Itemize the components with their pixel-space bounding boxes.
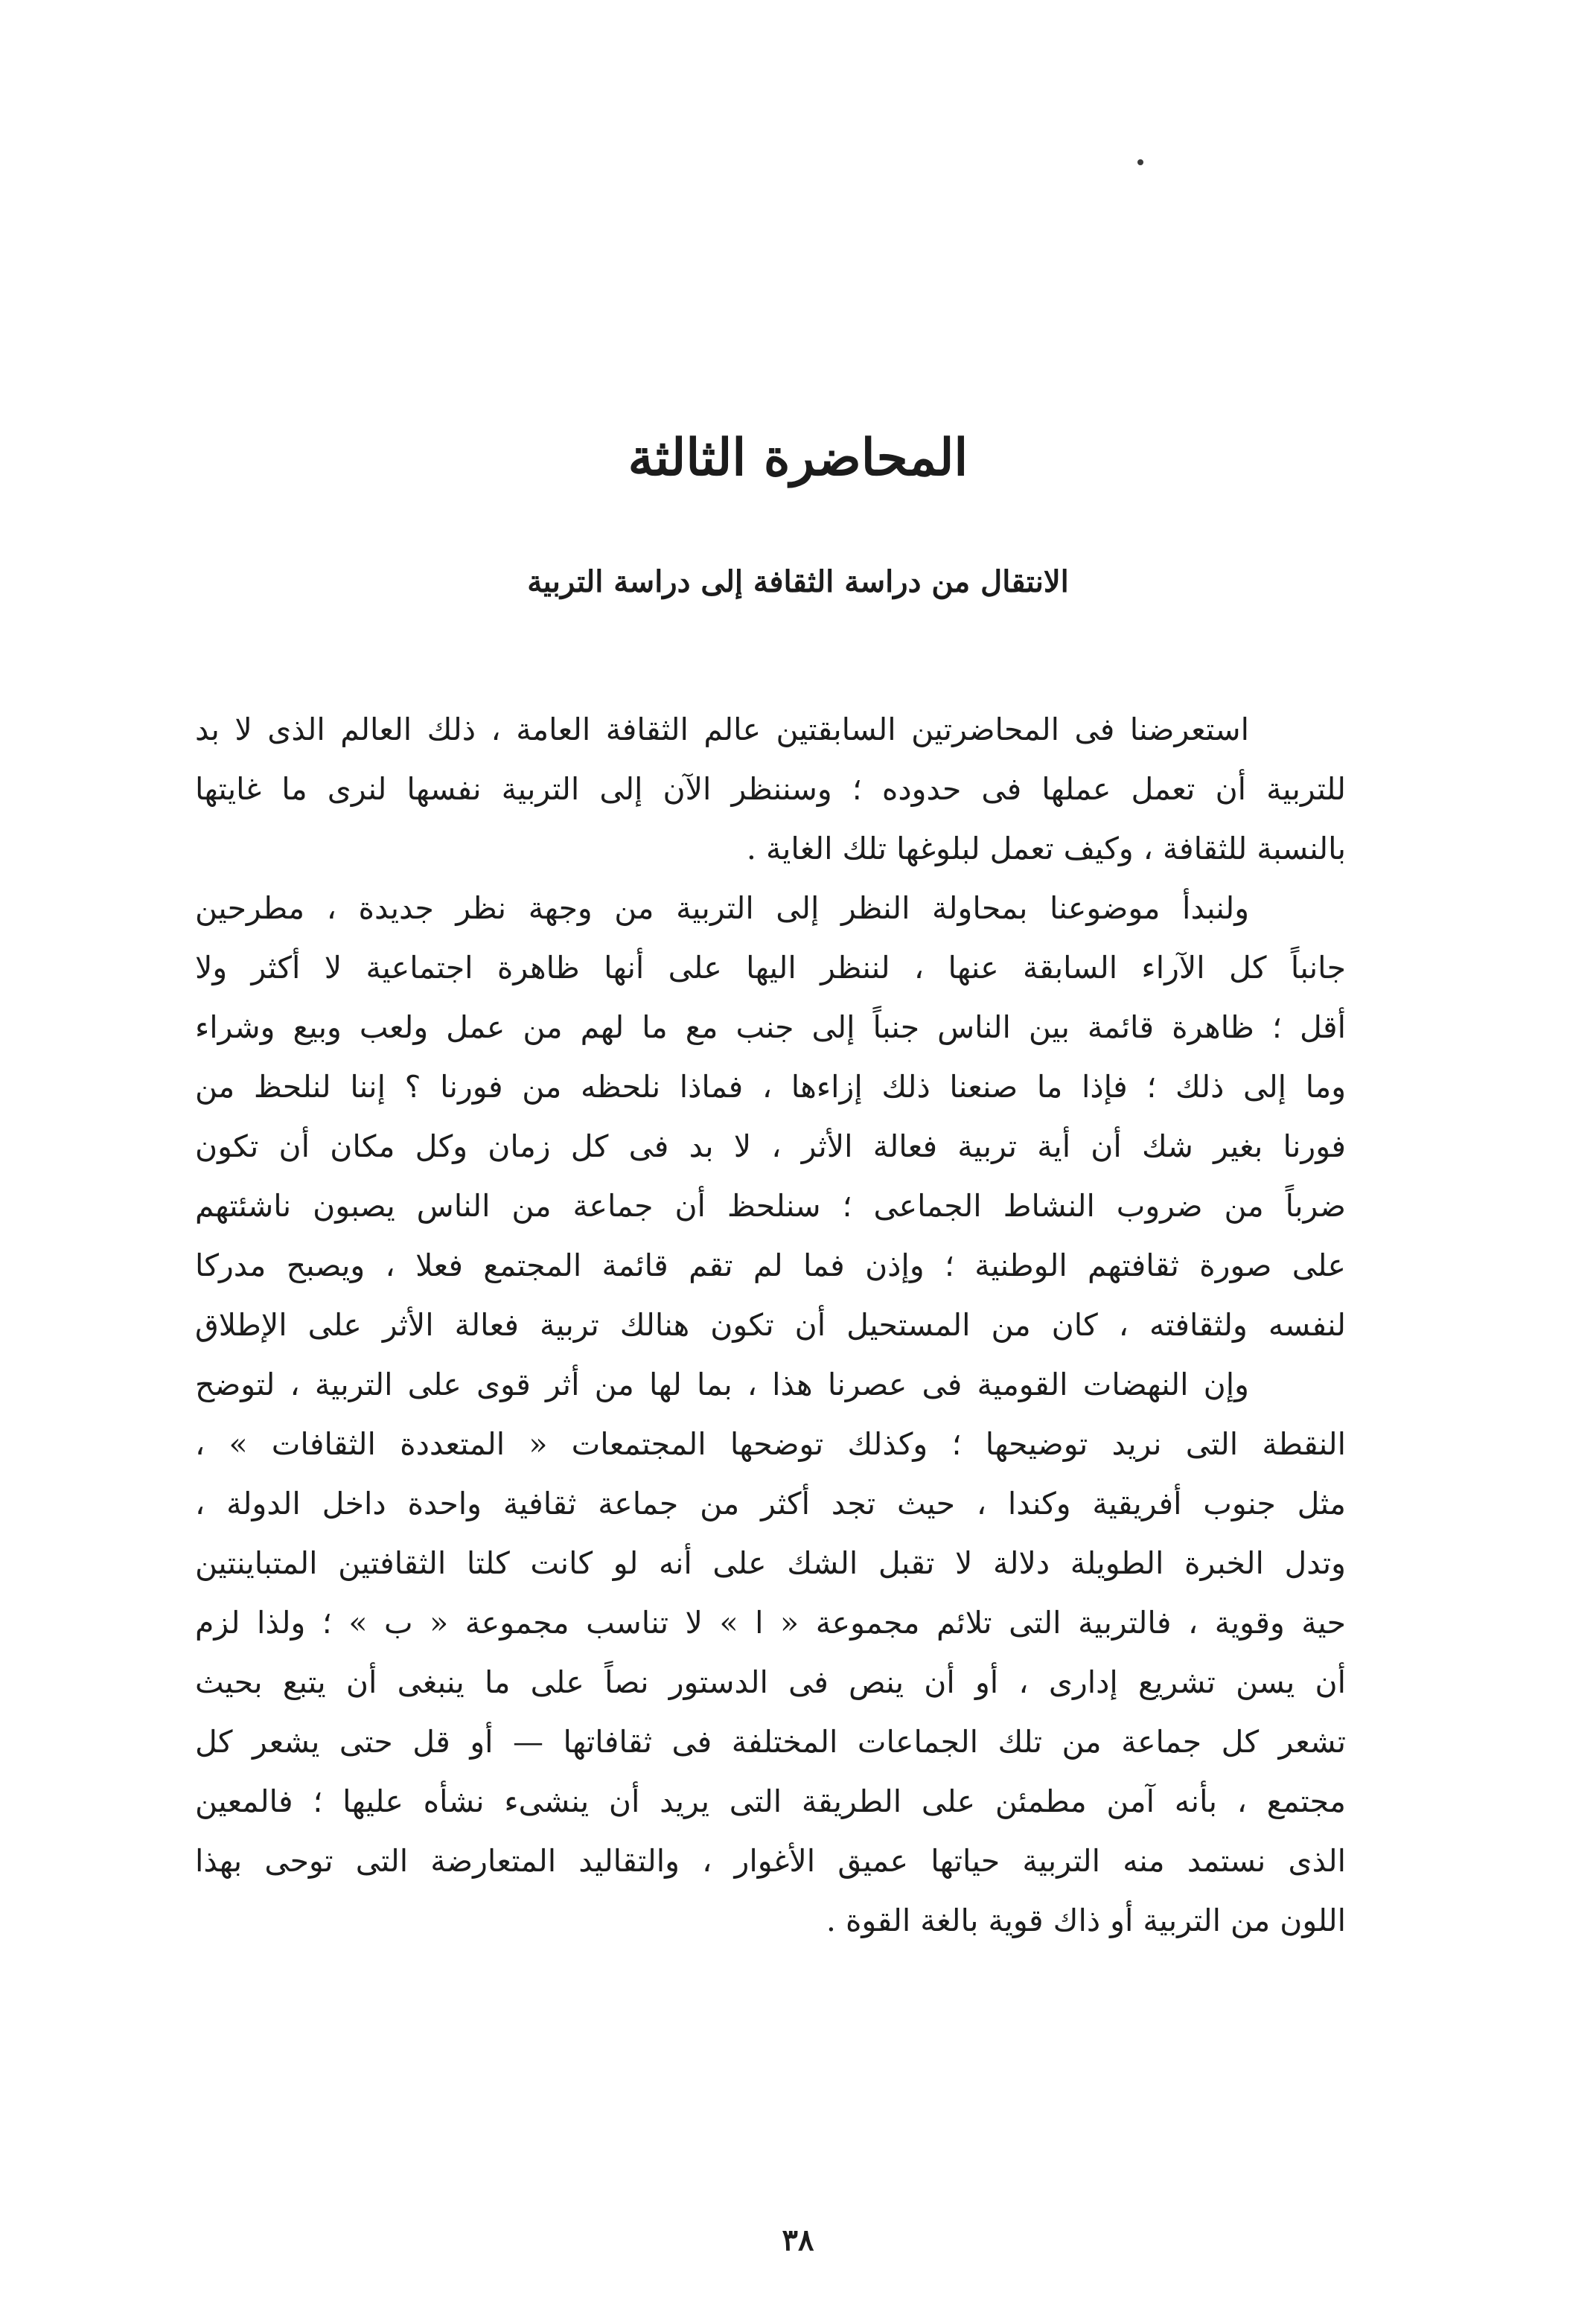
- text-line: استعرضنا فى المحاضرتين السابقتين عالم الثقافة العامة ، ذلك العالم الذى لا بد: [195, 712, 1249, 747]
- text-line: تشعر كل جماعة من تلك الجماعات المختلفة فى ثقافاتها — أو قل حتى يشعر كل: [195, 1724, 1346, 1760]
- lecture-title: المحاضرة الثالثة: [628, 428, 968, 488]
- text-line: ضرباً من ضروب النشاط الجماعى ؛ سنلحظ أن جماعة من الناس يصبون ناشئتهم: [195, 1188, 1346, 1224]
- body-text: [195, 700, 1346, 1950]
- text-line: وما إلى ذلك ؛ فإذا ما صنعنا ذلك إزاءها ، فماذا نلحظه من فورنا ؟ إننا لنلحظ من: [195, 1069, 1346, 1105]
- text-line: الذى نستمد منه التربية حياتها عميق الأغوار ، والتقاليد المتعارضة التى توحى بهذا: [195, 1843, 1346, 1879]
- text-line: وتدل الخبرة الطويلة دلالة لا تقبل الشك على أنه لو كانت كلتا الثقافتين المتباينتين: [195, 1545, 1346, 1581]
- text-line: مجتمع ، بأنه آمن مطمئن على الطريقة التى يريد أن ينشىء نشأه عليها ؛ فالمعين: [195, 1784, 1346, 1819]
- text-line: وإن النهضات القومية فى عصرنا هذا ، بما لها من أثر قوى على التربية ، لتوضح: [195, 1367, 1249, 1402]
- text-line: للتربية أن تعمل عملها فى حدوده ؛ وسننظر الآن إلى التربية نفسها لنرى ما غايتها: [195, 771, 1346, 807]
- text-line: ولنبدأ موضوعنا بمحاولة النظر إلى التربية من وجهة نظر جديدة ، مطرحين: [195, 890, 1249, 926]
- text-line: حية وقوية ، فالتربية التى تلائم مجموعة « ا » لا تناسب مجموعة « ب » ؛ ولذا لزم: [195, 1605, 1346, 1641]
- page-number: ٣٨: [782, 2223, 814, 2258]
- text-line: بالنسبة للثقافة ، وكيف تعمل لبلوغها تلك الغاية .: [746, 831, 1346, 866]
- paper-speck: [1137, 159, 1143, 165]
- text-line: فورنا بغير شك أن أية تربية فعالة الأثر ، لا بد فى كل زمان وكل مكان أن تكون: [195, 1128, 1346, 1164]
- text-line: اللون من التربية أو ذاك قوية بالغة القوة .: [826, 1903, 1346, 1938]
- text-line: النقطة التى نريد توضيحها ؛ وكذلك توضحها المجتمعات « المتعددة الثقافات » ،: [195, 1426, 1346, 1462]
- lecture-subtitle: الانتقال من دراسة الثقافة إلى دراسة التربية: [527, 564, 1069, 599]
- text-line: أقل ؛ ظاهرة قائمة بين الناس جنباً إلى جنب مع ما لهم من عمل ولعب وبيع وشراء: [195, 1009, 1346, 1045]
- text-line: مثل جنوب أفريقية وكندا ، حيث تجد أكثر من جماعة ثقافية واحدة داخل الدولة ،: [195, 1486, 1346, 1521]
- text-line: على صورة ثقافتهم الوطنية ؛ وإذن فما لم تقم قائمة المجتمع فعلا ، ويصبح مدركا: [195, 1248, 1346, 1283]
- text-line: أن يسن تشريع إدارى ، أو أن ينص فى الدستور نصاً على ما ينبغى أن يتبع بحيث: [195, 1664, 1346, 1700]
- text-line: جانباً كل الآراء السابقة عنها ، لننظر اليها على أنها ظاهرة اجتماعية لا أكثر ولا: [195, 950, 1346, 986]
- text-line: لنفسه ولثقافته ، كان من المستحيل أن تكون هنالك تربية فعالة الأثر على الإطلاق: [195, 1307, 1346, 1343]
